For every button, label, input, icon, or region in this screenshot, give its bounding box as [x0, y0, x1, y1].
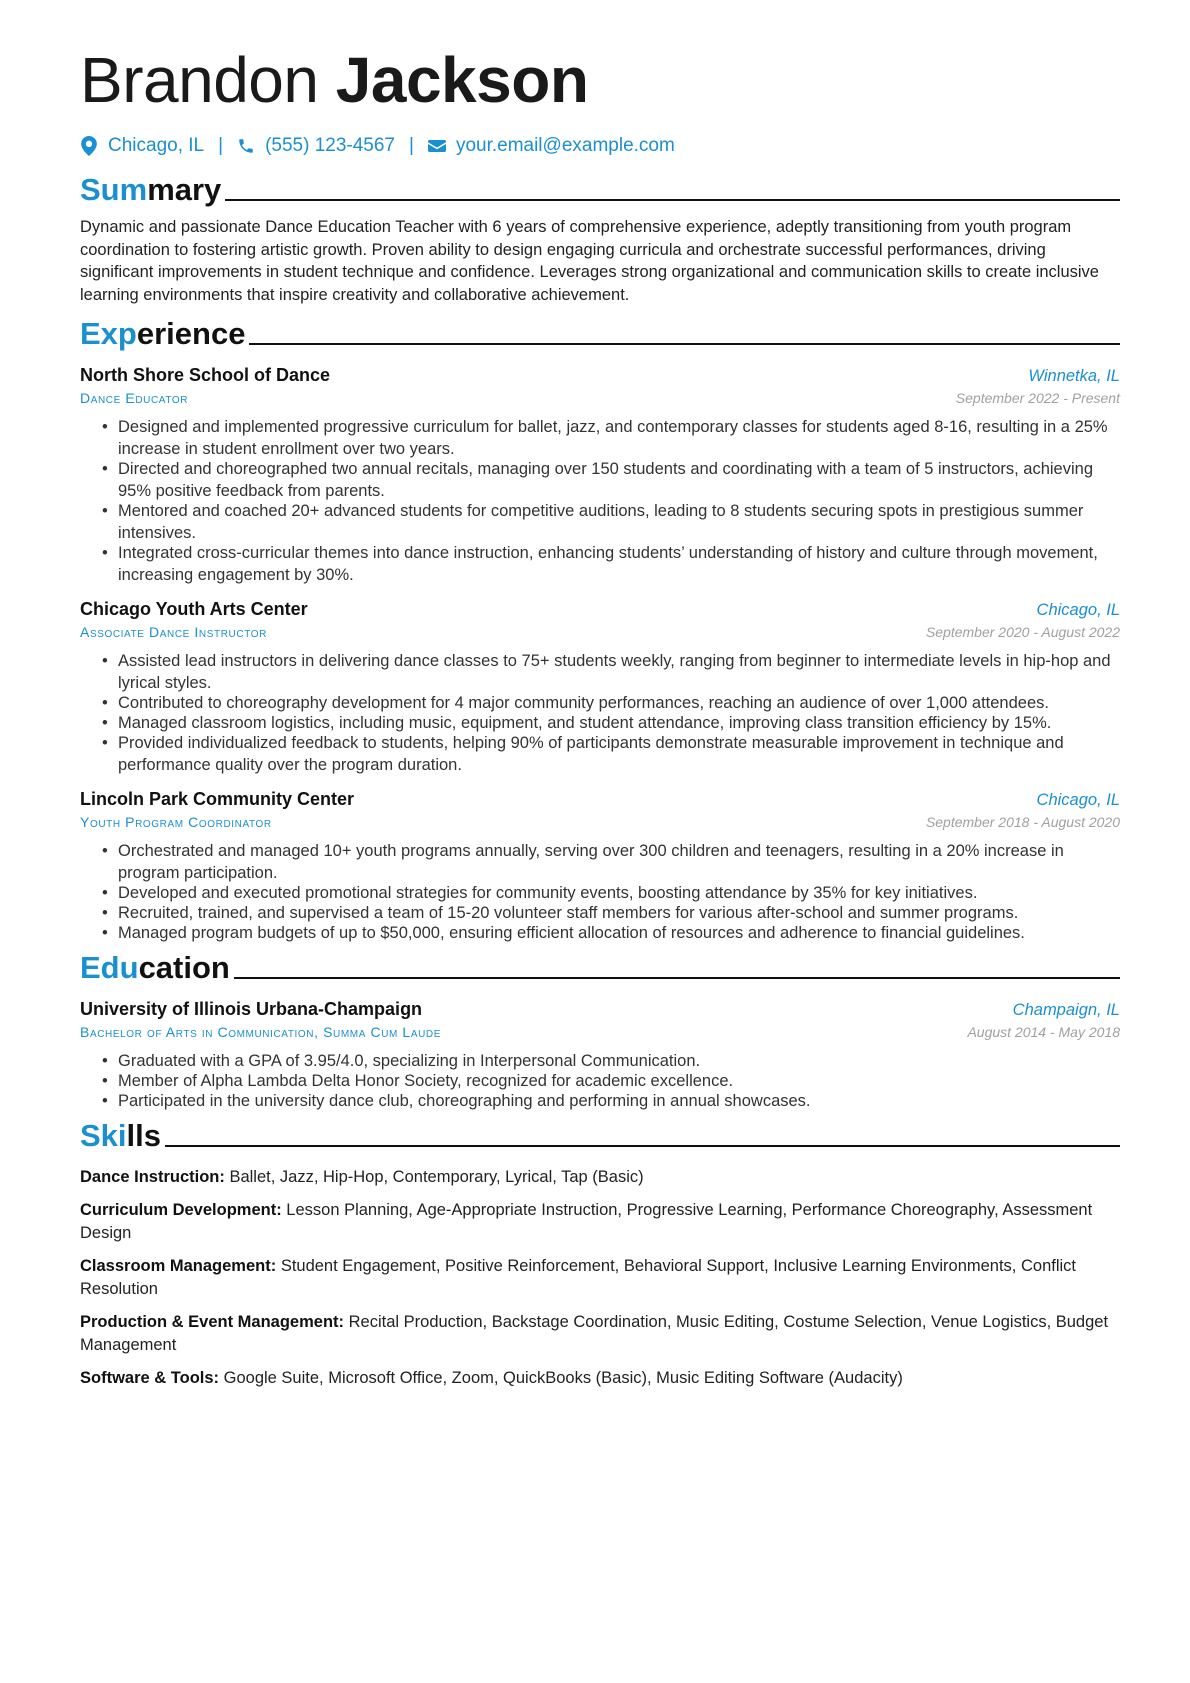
section-title: Experience [80, 316, 246, 351]
skills-list [80, 1166, 1120, 1390]
job-role: Youth Program Coordinator [80, 814, 272, 830]
list-item: • Graduated with a GPA of 3.95/4.0, specializing in Interpersonal Communication. [118, 1050, 1120, 1072]
section-title: Education [80, 950, 230, 985]
list-item: • Contributed to choreography development for 4 major community performances, reaching an audience of over 1,000 attendees. [118, 692, 1120, 714]
list-item: • Integrated cross-curricular themes into dance instruction, enhancing students’ understanding of history and culture through movement, increasing engagement by 30%. [118, 542, 1120, 586]
skill-row [80, 1166, 1120, 1189]
skill-category: Production & Event Management: [80, 1313, 345, 1331]
education-heading [80, 948, 1120, 988]
contact-email[interactable] [428, 135, 675, 157]
section-rule [225, 199, 1120, 201]
degree: Bachelor of Arts in Communication, Summa Cum Laude [80, 1024, 441, 1040]
section-rule [234, 977, 1120, 979]
section-title: Skills [80, 1118, 161, 1153]
contact-separator: | [218, 135, 224, 156]
education-entry [80, 996, 1120, 1112]
summary-heading [80, 170, 1120, 210]
list-item: • Participated in the university dance club, choreographing and performing in annual showcases. [118, 1090, 1120, 1112]
summary-text: Dynamic and passionate Dance Education Teacher with 6 years of comprehensive experience, adeptly transitioning from youth program coordination to fostering artistic growth. Proven ability to design engaging curricula and orchestrate successful performances, driving significant improvements in student technique and confidence. Leverages strong organizational and communication skills to create inclusive learning environments that inspire creativity and collaborative achievement. [80, 218, 1099, 304]
job-dates: September 2022 - Present [955, 390, 1120, 406]
list-item: • Managed program budgets of up to $50,000, ensuring efficient allocation of resources and adherence to financial guidelines. [118, 922, 1120, 944]
first-name: Brandon [80, 44, 319, 116]
job-dates: September 2020 - August 2022 [925, 624, 1120, 640]
list-item: • Recruited, trained, and supervised a team of 15-20 volunteer staff members for various after-school and summer programs. [118, 902, 1120, 924]
job-location: Winnetka, IL [1028, 367, 1120, 385]
contact-location [80, 135, 204, 157]
list-item: • Directed and choreographed two annual recitals, managing over 150 students and coordinating with a team of 5 instructors, achieving 95% positive feedback from parents. [118, 458, 1120, 502]
email-link: your.email@example.com [455, 135, 675, 156]
job-role: Associate Dance Instructor [80, 624, 267, 640]
skill-row [80, 1367, 1120, 1390]
job-entry [80, 596, 1120, 776]
contact-bar [80, 132, 1120, 160]
skill-row [80, 1311, 1120, 1357]
skill-category: Software & Tools: [80, 1369, 220, 1387]
section-rule [165, 1145, 1120, 1147]
candidate-name [80, 40, 1120, 120]
list-item: • Orchestrated and managed 10+ youth programs annually, serving over 300 children and teenagers, resulting in a 20% increase in program participation. [118, 840, 1120, 884]
job-bullets [80, 840, 1120, 944]
skill-row [80, 1199, 1120, 1245]
skill-category: Dance Instruction: [80, 1168, 225, 1186]
skill-values: Recital Production, Backstage Coordination, Music Editing, Costume Selection, Venue Logistics, Budget Management [80, 1313, 1109, 1354]
contact-phone[interactable] [237, 135, 395, 157]
list-item: • Provided individualized feedback to students, helping 90% of participants demonstrate measurable improvement in technique and performance quality over the program duration. [118, 732, 1120, 776]
job-entry [80, 362, 1120, 586]
job-location: Chicago, IL [1036, 791, 1120, 809]
job-entry [80, 786, 1120, 944]
section-rule [249, 343, 1120, 345]
phone-icon [237, 136, 255, 156]
resume-page [80, 40, 1120, 1400]
experience-heading [80, 314, 1120, 354]
list-item: • Mentored and coached 20+ advanced students for competitive auditions, leading to 8 students securing spots in prestigious summer intensives. [118, 500, 1120, 544]
last-name: Jackson [335, 44, 589, 116]
education-dates: August 2014 - May 2018 [967, 1024, 1120, 1040]
skill-values: Lesson Planning, Age-Appropriate Instruction, Progressive Learning, Performance Choreography, Assessment Design [80, 1201, 1093, 1242]
skill-values: Ballet, Jazz, Hip-Hop, Contemporary, Lyrical, Tap (Basic) [229, 1168, 644, 1186]
job-dates: September 2018 - August 2020 [925, 814, 1120, 830]
list-item: • Designed and implemented progressive curriculum for ballet, jazz, and contemporary classes for students aged 8-16, resulting in a 25% increase in student enrollment over two years. [118, 416, 1120, 460]
list-item: • Managed classroom logistics, including music, equipment, and student attendance, improving class transition efficiency by 15%. [118, 712, 1120, 734]
education-bullets [80, 1050, 1120, 1112]
map-pin-icon [80, 136, 98, 156]
envelope-icon [428, 136, 446, 156]
list-item: • Assisted lead instructors in delivering dance classes to 75+ students weekly, ranging from beginner to intermediate levels in hip-hop and lyrical styles. [118, 650, 1120, 694]
job-organization: North Shore School of Dance [80, 365, 331, 385]
list-item: • Developed and executed promotional strategies for community events, boosting attendance by 35% for key initiatives. [118, 882, 1120, 904]
job-organization: Chicago Youth Arts Center [80, 599, 308, 619]
skill-values: Student Engagement, Positive Reinforcement, Behavioral Support, Inclusive Learning Environments, Conflict Resolution [80, 1257, 1076, 1298]
school-location: Champaign, IL [1012, 1001, 1120, 1019]
location-text: Chicago, IL [108, 135, 205, 156]
job-role: Dance Educator [80, 390, 189, 406]
skill-row [80, 1255, 1120, 1301]
job-location: Chicago, IL [1036, 601, 1120, 619]
skill-values: Google Suite, Microsoft Office, Zoom, QuickBooks (Basic), Music Editing Software (Audacity) [223, 1369, 903, 1387]
phone-text: (555) 123-4567 [265, 135, 395, 156]
school-name: University of Illinois Urbana-Champaign [80, 999, 423, 1019]
skill-category: Classroom Management: [80, 1257, 277, 1275]
list-item: • Member of Alpha Lambda Delta Honor Society, recognized for academic excellence. [118, 1070, 1120, 1092]
section-title: Summary [80, 172, 222, 207]
job-bullets [80, 416, 1120, 586]
contact-separator: | [409, 135, 414, 156]
skill-category: Curriculum Development: [80, 1201, 282, 1219]
job-bullets [80, 650, 1120, 776]
skills-heading [80, 1116, 1120, 1156]
job-organization: Lincoln Park Community Center [80, 789, 355, 809]
